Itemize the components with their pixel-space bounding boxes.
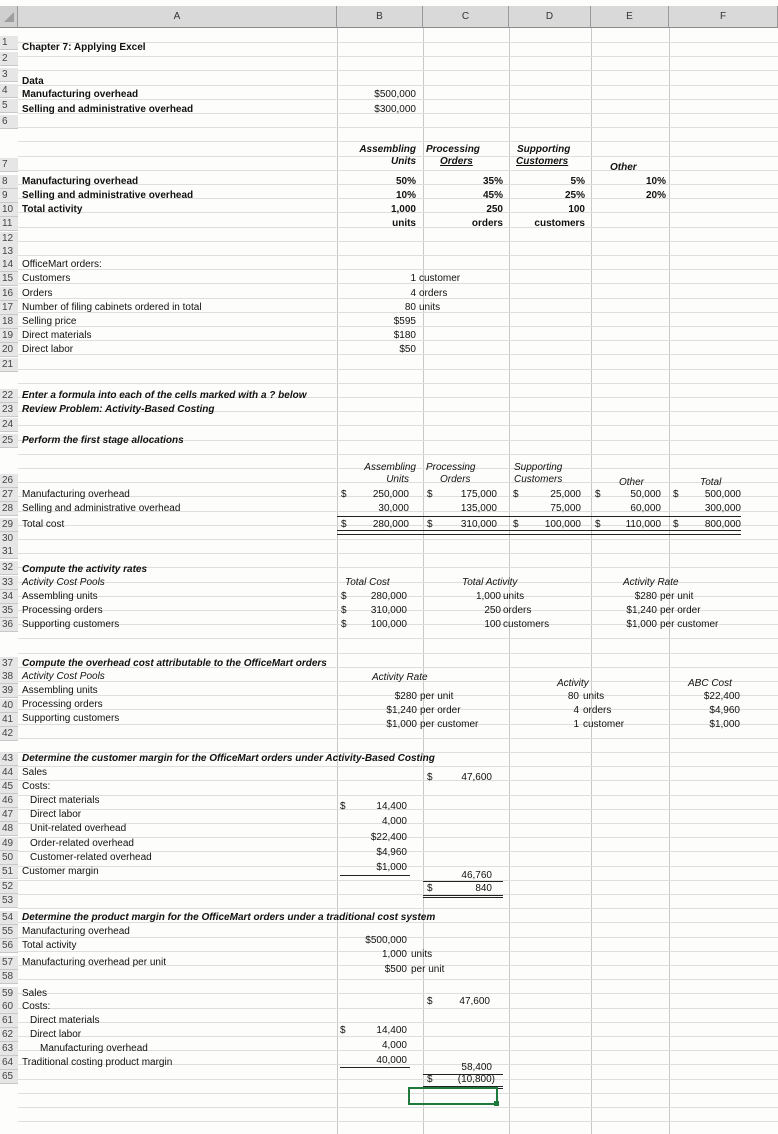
fs-sga-cell[interactable]: 75,000	[550, 503, 581, 514]
row-header[interactable]: 15	[0, 272, 18, 286]
oh-row-label: Processing orders	[22, 699, 103, 710]
fs-mfg-cell[interactable]: 175,000	[460, 489, 497, 500]
row-header[interactable]: 2	[0, 52, 18, 66]
cm-total[interactable]: 46,760	[461, 870, 492, 881]
oh-activity-unit[interactable]: orders	[583, 705, 612, 716]
fs-tc-cell[interactable]: 310,000	[460, 519, 497, 530]
alloc-act-b[interactable]: 1,000	[390, 204, 416, 215]
column-header-b[interactable]: B	[337, 6, 423, 28]
cm-sales[interactable]: 47,600	[461, 772, 492, 783]
instruction: Enter a formula into each of the cells marked with a ? below	[22, 390, 307, 401]
row-header[interactable]: 29	[0, 518, 18, 532]
oh-act-hdr: Activity	[557, 678, 589, 689]
alloc-mfg-d[interactable]: 5%	[570, 176, 585, 187]
tr-rate[interactable]: $500	[384, 964, 407, 975]
cm-margin-dollar: $	[427, 883, 433, 894]
alloc-unit-c[interactable]: orders	[471, 218, 503, 229]
fs-dollar-sign: $	[513, 489, 519, 500]
mfg-oh-value[interactable]: $500,000	[374, 89, 416, 100]
alloc-mfg-e[interactable]: 10%	[645, 176, 666, 187]
oh-abc-cost[interactable]: $1,000	[709, 719, 740, 730]
rate-activity-unit[interactable]: customers	[503, 619, 550, 630]
row-header[interactable]: 7	[0, 158, 18, 172]
cm-costs-label: Costs:	[22, 781, 51, 792]
fill-handle[interactable]	[494, 1101, 499, 1106]
hdr-orders: Orders	[440, 156, 473, 167]
oh-activity-per[interactable]: per unit	[420, 691, 454, 702]
rate-row-label: Processing orders	[22, 605, 103, 616]
cm-sales-dollar: $	[427, 772, 433, 783]
cm-margin-label: Customer margin	[22, 866, 99, 877]
fs-dollar-sign: $	[427, 489, 433, 500]
cm-dm-dollar: $	[340, 801, 346, 812]
fs-mfg-cell[interactable]: 250,000	[372, 489, 409, 500]
row-header[interactable]: 65	[0, 1070, 18, 1084]
fs-dollar-sign: $	[673, 519, 679, 530]
row-header[interactable]: 24	[0, 418, 18, 432]
data-header: Data	[22, 76, 44, 87]
row-header[interactable]: 53	[0, 894, 18, 908]
row-header[interactable]: 55	[0, 925, 18, 939]
om-dm-val[interactable]: $180	[393, 330, 416, 341]
alloc-act-d[interactable]: 100	[568, 204, 585, 215]
sga-value[interactable]: $300,000	[374, 104, 416, 115]
tr-mfg[interactable]: $500,000	[365, 935, 407, 946]
tr-moh[interactable]: 40,000	[376, 1055, 407, 1066]
oh-activity[interactable]: 1	[573, 719, 579, 730]
tr-mfg-label: Manufacturing overhead	[22, 926, 130, 937]
cm-ur-label: Unit-related overhead	[30, 823, 127, 834]
rate-activity-unit[interactable]: units	[503, 591, 525, 602]
row-header[interactable]: 14	[0, 258, 18, 272]
rate-total-activity[interactable]: 250	[484, 605, 501, 616]
row-header[interactable]: 20	[0, 343, 18, 357]
cm-dm-label: Direct materials	[30, 795, 100, 806]
row-header[interactable]: 61	[0, 1014, 18, 1028]
rate-activity-unit[interactable]: orders	[503, 605, 532, 616]
alloc-mfg-b[interactable]: 50%	[395, 176, 416, 187]
om-customers-val[interactable]: 1	[410, 273, 416, 284]
hdr-processing: Processing	[426, 144, 480, 155]
tr-rate-unit[interactable]: per unit	[411, 964, 445, 975]
alloc-sga-b[interactable]: 10%	[395, 190, 416, 201]
row-header[interactable]: 51	[0, 865, 18, 879]
row-header[interactable]: 43	[0, 752, 18, 766]
tr-margin-dollar: $	[427, 1074, 433, 1085]
om-dl-label: Direct labor	[22, 344, 74, 355]
row-header[interactable]: 41	[0, 713, 18, 727]
tr-sales-label: Sales	[22, 988, 48, 999]
row-header[interactable]: 57	[0, 956, 18, 970]
row-header[interactable]: 33	[0, 576, 18, 590]
activity-rate-per[interactable]: per order	[660, 605, 701, 616]
oh-activity[interactable]: 4	[573, 705, 579, 716]
cm-dl[interactable]: 4,000	[381, 816, 407, 827]
oh-activity-rate[interactable]: $1,240	[386, 705, 417, 716]
row-header[interactable]: 63	[0, 1042, 18, 1056]
fs-dollar-sign: $	[513, 519, 519, 530]
fs-tc-cell[interactable]: 280,000	[372, 519, 409, 530]
oh-ar-hdr: Activity Rate	[372, 672, 428, 683]
alloc-unit-b[interactable]: units	[392, 218, 416, 229]
row-header[interactable]: 58	[0, 970, 18, 984]
activity-rate[interactable]: $1,000	[626, 619, 657, 630]
row-header[interactable]: 23	[0, 403, 18, 417]
row-header[interactable]: 17	[0, 301, 18, 315]
hdr-assembling: Assembling	[359, 144, 416, 155]
fs-sga-cell[interactable]: 135,000	[460, 503, 497, 514]
om-customers-unit[interactable]: customer	[419, 273, 461, 284]
fs-hdr-assembling: Assembling	[364, 462, 416, 473]
row-header[interactable]: 56	[0, 939, 18, 953]
row-header[interactable]: 45	[0, 780, 18, 794]
hdr-other: Other	[610, 162, 637, 173]
row-header[interactable]: 19	[0, 329, 18, 343]
row-header[interactable]: 27	[0, 488, 18, 502]
activity-rate[interactable]: $280	[634, 591, 657, 602]
rate-row-label: Assembling units	[22, 591, 98, 602]
cm-sales-label: Sales	[22, 767, 48, 778]
fs-dollar-sign: $	[595, 519, 601, 530]
fs-mfg-cell[interactable]: 500,000	[704, 489, 741, 500]
hdr-units: Units	[391, 156, 416, 167]
alloc-sga-label: Selling and administrative overhead	[22, 190, 194, 201]
tr-costs-label: Costs:	[22, 1001, 51, 1012]
row-header[interactable]: 21	[0, 358, 18, 372]
tr-act-label: Total activity	[22, 940, 77, 951]
oh-abc-cost[interactable]: $22,400	[703, 691, 740, 702]
oh-activity-rate[interactable]: $1,000	[386, 719, 417, 730]
row-header[interactable]: 52	[0, 880, 18, 894]
tr-sales-dollar: $	[427, 996, 433, 1007]
cm-ur[interactable]: $22,400	[370, 832, 407, 843]
cm-dm[interactable]: 14,400	[376, 801, 407, 812]
oh-abc-cost[interactable]: $4,960	[709, 705, 740, 716]
fs-tc-cell[interactable]: 100,000	[544, 519, 581, 530]
tr-total[interactable]: 58,400	[461, 1062, 492, 1073]
rates-ar-hdr: Activity Rate	[623, 577, 679, 588]
om-orders-label: Orders	[22, 288, 53, 299]
fs-dollar-sign: $	[595, 489, 601, 500]
row-header[interactable]: 38	[0, 670, 18, 684]
row-header[interactable]: 59	[0, 987, 18, 1001]
oh-activity-per[interactable]: per customer	[420, 719, 479, 730]
row-header[interactable]: 13	[0, 245, 18, 259]
row-header[interactable]: 50	[0, 851, 18, 865]
row-header[interactable]: 6	[0, 115, 18, 129]
oh-activity-unit[interactable]: customer	[583, 719, 625, 730]
row-header[interactable]: 5	[0, 99, 18, 113]
alloc-sga-c[interactable]: 45%	[482, 190, 503, 201]
row-header[interactable]: 8	[0, 175, 18, 189]
fs-hdr-orders: Orders	[440, 474, 471, 485]
om-orders-val[interactable]: 4	[410, 288, 416, 299]
alloc-unit-d[interactable]: customers	[534, 218, 585, 229]
cm-heading: Determine the customer margin for the OfficeMart orders under Activity-Based Costing	[22, 753, 435, 764]
cm-or[interactable]: $4,960	[376, 847, 407, 858]
column-header-d[interactable]: D	[509, 6, 591, 28]
tr-dm-label: Direct materials	[30, 1015, 100, 1026]
fs-tc-cell[interactable]: 800,000	[704, 519, 741, 530]
fs-mfg-cell[interactable]: 50,000	[630, 489, 661, 500]
cm-dl-label: Direct labor	[30, 809, 82, 820]
alloc-sga-d[interactable]: 25%	[564, 190, 585, 201]
rate-row-label: Supporting customers	[22, 619, 120, 630]
om-cab-unit[interactable]: units	[419, 302, 441, 313]
hdr-customers: Customers	[516, 156, 569, 167]
om-orders-unit[interactable]: orders	[419, 288, 448, 299]
om-cab-label: Number of filing cabinets ordered in total	[22, 302, 202, 313]
row-header[interactable]: 4	[0, 84, 18, 98]
fs-sga-cell[interactable]: 30,000	[378, 503, 409, 514]
row-header[interactable]: 40	[0, 699, 18, 713]
om-dm-label: Direct materials	[22, 330, 92, 341]
row-header[interactable]: 18	[0, 315, 18, 329]
cm-or-label: Order-related overhead	[30, 838, 134, 849]
fs-tc-label: Total cost	[22, 519, 65, 530]
row-header[interactable]: 1	[0, 36, 18, 50]
alloc-sga-e[interactable]: 20%	[645, 190, 666, 201]
row-header[interactable]: 60	[0, 1000, 18, 1014]
row-header[interactable]: 9	[0, 189, 18, 203]
rate-total-cost[interactable]: 280,000	[370, 591, 407, 602]
fs-dollar-sign: $	[673, 489, 679, 500]
rates-pools-label: Activity Cost Pools	[22, 577, 105, 588]
activity-rate-per[interactable]: per unit	[660, 591, 694, 602]
om-cab-val[interactable]: 80	[404, 302, 416, 313]
tr-margin[interactable]: (10,800)	[457, 1074, 495, 1085]
alloc-mfg-label: Manufacturing overhead	[22, 176, 139, 187]
tr-act[interactable]: 1,000	[381, 949, 407, 960]
fs-hdr-supporting: Supporting	[514, 462, 563, 473]
fs-mfg-cell[interactable]: 25,000	[550, 489, 581, 500]
om-customers-label: Customers	[22, 273, 71, 284]
rates-heading: Compute the activity rates	[22, 564, 148, 575]
alloc-act-c[interactable]: 250	[486, 204, 503, 215]
mfg-oh-label: Manufacturing overhead	[22, 89, 139, 100]
row-header[interactable]: 46	[0, 794, 18, 808]
row-header[interactable]: 11	[0, 217, 18, 231]
rate-dollar: $	[341, 591, 347, 602]
fs-sga-label: Selling and administrative overhead	[22, 503, 181, 514]
sheet-title: Chapter 7: Applying Excel	[22, 42, 146, 53]
row-header[interactable]: 25	[0, 434, 18, 448]
first-stage-heading: Perform the first stage allocations	[22, 435, 184, 446]
row-header[interactable]: 22	[0, 389, 18, 403]
row-header[interactable]: 62	[0, 1028, 18, 1042]
column-header-e[interactable]: E	[591, 6, 669, 28]
select-all-icon	[4, 12, 14, 22]
row-header[interactable]: 16	[0, 287, 18, 301]
row-header[interactable]: 26	[0, 474, 18, 488]
tr-dm[interactable]: 14,400	[376, 1025, 407, 1036]
row-header[interactable]: 10	[0, 203, 18, 217]
alloc-act-label: Total activity	[22, 204, 83, 215]
row-header[interactable]: 12	[0, 232, 18, 246]
oh-activity[interactable]: 80	[567, 691, 579, 702]
oh-heading: Compute the overhead cost attributable to the OfficeMart orders	[22, 658, 327, 669]
tr-rate-label: Manufacturing overhead per unit	[22, 957, 166, 968]
oh-pools-label: Activity Cost Pools	[22, 671, 105, 682]
row-header[interactable]: 3	[0, 68, 18, 82]
tr-heading: Determine the product margin for the OfficeMart orders under a traditional cost system	[22, 912, 436, 923]
oh-activity-per[interactable]: per order	[420, 705, 461, 716]
rate-total-activity[interactable]: 100	[484, 619, 501, 630]
rate-total-cost[interactable]: 310,000	[370, 605, 407, 616]
column-header-c[interactable]: C	[423, 6, 509, 28]
fs-sga-cell[interactable]: 300,000	[704, 503, 741, 514]
select-all-corner[interactable]	[0, 6, 18, 28]
row-header[interactable]: 39	[0, 684, 18, 698]
row-header[interactable]: 44	[0, 766, 18, 780]
rate-dollar: $	[341, 605, 347, 616]
review-title: Review Problem: Activity-Based Costing	[22, 404, 215, 415]
cm-cr[interactable]: $1,000	[376, 862, 407, 873]
rates-ta-hdr: Total Activity	[462, 577, 518, 588]
om-price-label: Selling price	[22, 316, 77, 327]
column-header-f[interactable]: F	[669, 6, 778, 28]
fs-dollar-sign: $	[341, 519, 347, 530]
fs-tc-cell[interactable]: 110,000	[625, 519, 661, 530]
row-header[interactable]: 37	[0, 657, 18, 671]
cm-cr-label: Customer-related overhead	[30, 852, 152, 863]
om-dl-val[interactable]: $50	[399, 344, 416, 355]
tr-dl[interactable]: 4,000	[381, 1040, 407, 1051]
cm-margin[interactable]: 840	[475, 883, 492, 894]
fs-mfg-label: Manufacturing overhead	[22, 489, 130, 500]
row-header[interactable]: 64	[0, 1056, 18, 1070]
row-header[interactable]: 32	[0, 561, 18, 575]
row-header[interactable]: 48	[0, 822, 18, 836]
row-header[interactable]: 47	[0, 808, 18, 822]
oh-row-label: Supporting customers	[22, 713, 120, 724]
fs-hdr-units: Units	[386, 474, 409, 485]
tr-dl-label: Direct labor	[30, 1029, 82, 1040]
oh-abc-hdr: ABC Cost	[688, 678, 732, 689]
rate-dollar: $	[341, 619, 347, 630]
active-cell-selection[interactable]	[408, 1087, 498, 1105]
hdr-supporting: Supporting	[517, 144, 571, 155]
tr-margin-label: Traditional costing product margin	[22, 1057, 173, 1068]
row-header[interactable]: 30	[0, 532, 18, 546]
tr-act-unit[interactable]: units	[411, 949, 433, 960]
fs-hdr-other: Other	[619, 477, 645, 488]
rates-tc-hdr: Total Cost	[345, 577, 390, 588]
tr-dm-dollar: $	[340, 1025, 346, 1036]
row-header[interactable]: 31	[0, 545, 18, 559]
row-header[interactable]: 49	[0, 837, 18, 851]
row-header[interactable]: 36	[0, 618, 18, 632]
alloc-mfg-c[interactable]: 35%	[482, 176, 503, 187]
fs-sga-cell[interactable]: 60,000	[630, 503, 661, 514]
fs-dollar-sign: $	[341, 489, 347, 500]
oh-activity-unit[interactable]: units	[583, 691, 605, 702]
row-header[interactable]: 54	[0, 911, 18, 925]
fs-hdr-processing: Processing	[426, 462, 476, 473]
row-header[interactable]: 34	[0, 590, 18, 604]
oh-activity-rate[interactable]: $280	[394, 691, 417, 702]
tr-sales[interactable]: 47,600	[459, 996, 490, 1007]
rate-total-cost[interactable]: 100,000	[370, 619, 407, 630]
column-header-a[interactable]: A	[18, 6, 337, 28]
activity-rate-per[interactable]: per customer	[660, 619, 719, 630]
oh-row-label: Assembling units	[22, 685, 98, 696]
fs-dollar-sign: $	[427, 519, 433, 530]
tr-moh-label: Manufacturing overhead	[40, 1043, 148, 1054]
row-header[interactable]: 28	[0, 502, 18, 516]
activity-rate[interactable]: $1,240	[626, 605, 657, 616]
sga-label: Selling and administrative overhead	[22, 104, 194, 115]
row-header[interactable]: 42	[0, 727, 18, 741]
fs-hdr-customers: Customers	[514, 474, 563, 485]
om-price-val[interactable]: $595	[393, 316, 416, 327]
om-header: OfficeMart orders:	[22, 259, 102, 270]
row-header[interactable]: 35	[0, 604, 18, 618]
fs-hdr-total: Total	[700, 477, 722, 488]
rate-total-activity[interactable]: 1,000	[475, 591, 501, 602]
